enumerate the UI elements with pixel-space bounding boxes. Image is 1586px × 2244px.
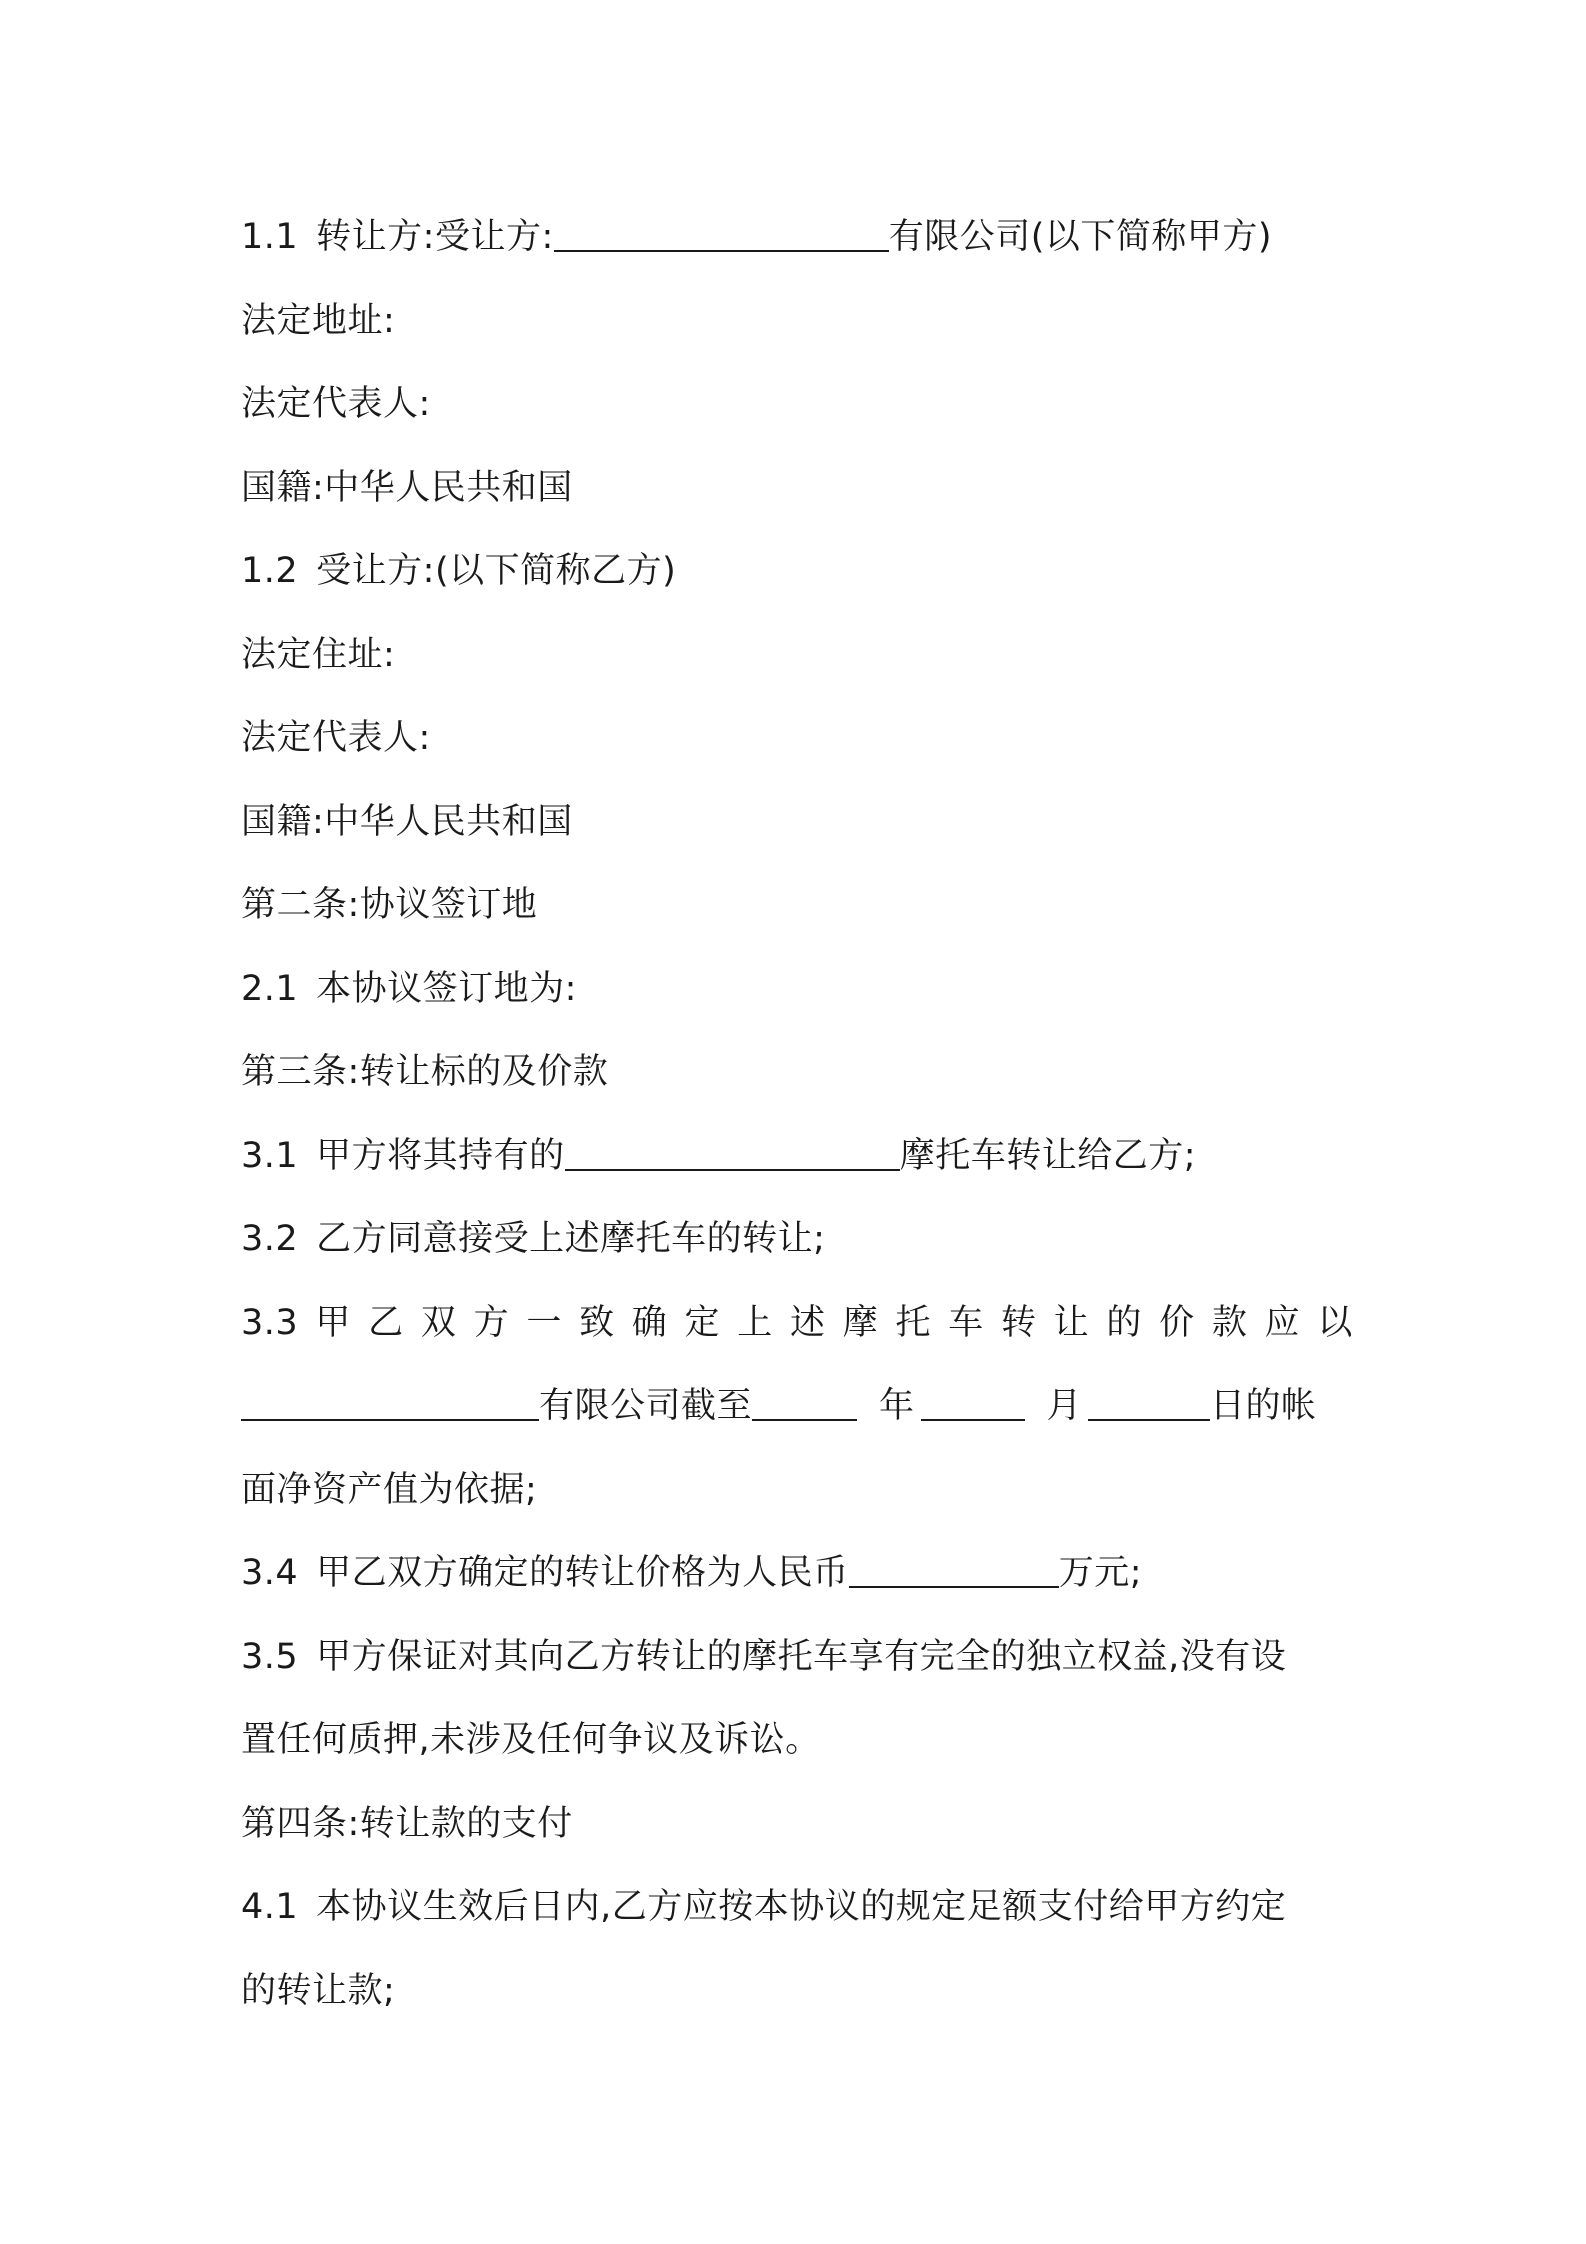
clause-char: 乙 (368, 1302, 404, 1343)
clause-3-5-continued: 置任何质押,未涉及任何争议及诉讼。 (241, 1720, 821, 1760)
clause-char: 转 (1000, 1302, 1037, 1343)
clause-char: 确 (631, 1302, 668, 1343)
legal-representative-line: 法定代表人: (241, 384, 431, 424)
article-3-heading: 第三条:转让标的及价款 (241, 1052, 609, 1092)
clause-number: 3.5 (241, 1636, 299, 1677)
clause-text: 受让方:(以下简称乙方) (316, 551, 677, 591)
clause-number: 3.3 (241, 1302, 299, 1343)
fill-blank (241, 1389, 539, 1421)
clause-char: 让 (1053, 1302, 1090, 1343)
article-4-heading: 第四条:转让款的支付 (241, 1803, 573, 1844)
clause-text: 本协议签订地为: (316, 968, 577, 1009)
clause-char: 致 (579, 1302, 615, 1343)
fill-blank (849, 1556, 1059, 1588)
fill-blank (752, 1389, 857, 1421)
clause-char: 一 (526, 1302, 562, 1343)
clause-4-1 (241, 1866, 1353, 1950)
clause-1-1 (241, 196, 1353, 280)
clause-char: 款 (1211, 1302, 1248, 1343)
legal-residence-line: 法定住址: (241, 634, 396, 675)
article-2-heading: 第二条:协议签订地 (241, 885, 538, 925)
clause-char: 甲 (315, 1302, 351, 1343)
clause-char: 价 (1159, 1302, 1195, 1343)
clause-text: 转让方:受让方: (316, 217, 554, 257)
fill-blank (565, 1139, 900, 1171)
clause-text: 甲方将其持有的 (316, 1135, 565, 1176)
clause-char: 双 (420, 1302, 457, 1343)
clause-number: 1.1 (241, 217, 299, 257)
clause-char: 应 (1264, 1302, 1301, 1343)
clause-text: 有限公司(以下简称甲方) (888, 217, 1273, 257)
nationality-line: 国籍:中华人民共和国 (241, 467, 573, 508)
document-page (241, 196, 1353, 2033)
clause-4-1-continued: 的转让款; (241, 1970, 396, 2011)
clause-char: 上 (737, 1302, 773, 1343)
clause-char: 托 (895, 1302, 931, 1343)
clause-number: 3.2 (241, 1219, 299, 1259)
clause-3-5 (241, 1616, 1353, 1700)
clause-char: 车 (948, 1302, 984, 1343)
clause-text: 甲方保证对其向乙方转让的摩托车享有完全的独立权益,没有设 (316, 1636, 1287, 1677)
fill-blank (1088, 1389, 1210, 1421)
clause-text: 日的帐 (1210, 1386, 1317, 1426)
clause-text: 乙方同意接受上述摩托车的转让; (316, 1219, 826, 1259)
clause-3-3-end: 面净资产值为依据; (241, 1469, 538, 1510)
clause-text: 有限公司截至 (539, 1386, 753, 1426)
clause-3-1 (241, 1115, 1353, 1199)
clause-text: 摩托车转让给乙方; (899, 1135, 1196, 1176)
clause-3-3-continued (241, 1365, 1353, 1449)
clause-number: 2.1 (241, 968, 299, 1009)
clause-1-2 (241, 530, 1353, 614)
clause-3-2 (241, 1198, 1353, 1282)
clause-char: 方 (473, 1302, 510, 1343)
legal-representative-line: 法定代表人: (241, 718, 431, 758)
clause-char: 以 (1317, 1302, 1353, 1343)
clause-3-3 (241, 1282, 1353, 1366)
nationality-line: 国籍:中华人民共和国 (241, 801, 573, 842)
clause-char: 的 (1106, 1302, 1142, 1343)
clause-char: 定 (684, 1302, 721, 1343)
clause-text: 甲乙双方确定的转让价格为人民币 (316, 1553, 849, 1593)
clause-text: 本协议生效后日内,乙方应按本协议的规定足额支付给甲方约定 (316, 1887, 1287, 1927)
clause-3-4 (241, 1532, 1353, 1616)
clause-number: 4.1 (241, 1887, 299, 1927)
clause-text: 万元; (1058, 1553, 1142, 1593)
clause-text: 年 (879, 1386, 915, 1426)
clause-number: 3.4 (241, 1553, 299, 1593)
clause-text: 月 (1046, 1386, 1083, 1426)
clause-2-1 (241, 948, 1353, 1032)
fill-blank (554, 220, 889, 252)
clause-char: 述 (790, 1302, 826, 1343)
fill-blank (921, 1389, 1025, 1421)
clause-number: 3.1 (241, 1135, 299, 1176)
clause-number: 1.2 (241, 551, 299, 591)
legal-address-line: 法定地址: (241, 300, 396, 341)
clause-char: 摩 (842, 1302, 879, 1343)
